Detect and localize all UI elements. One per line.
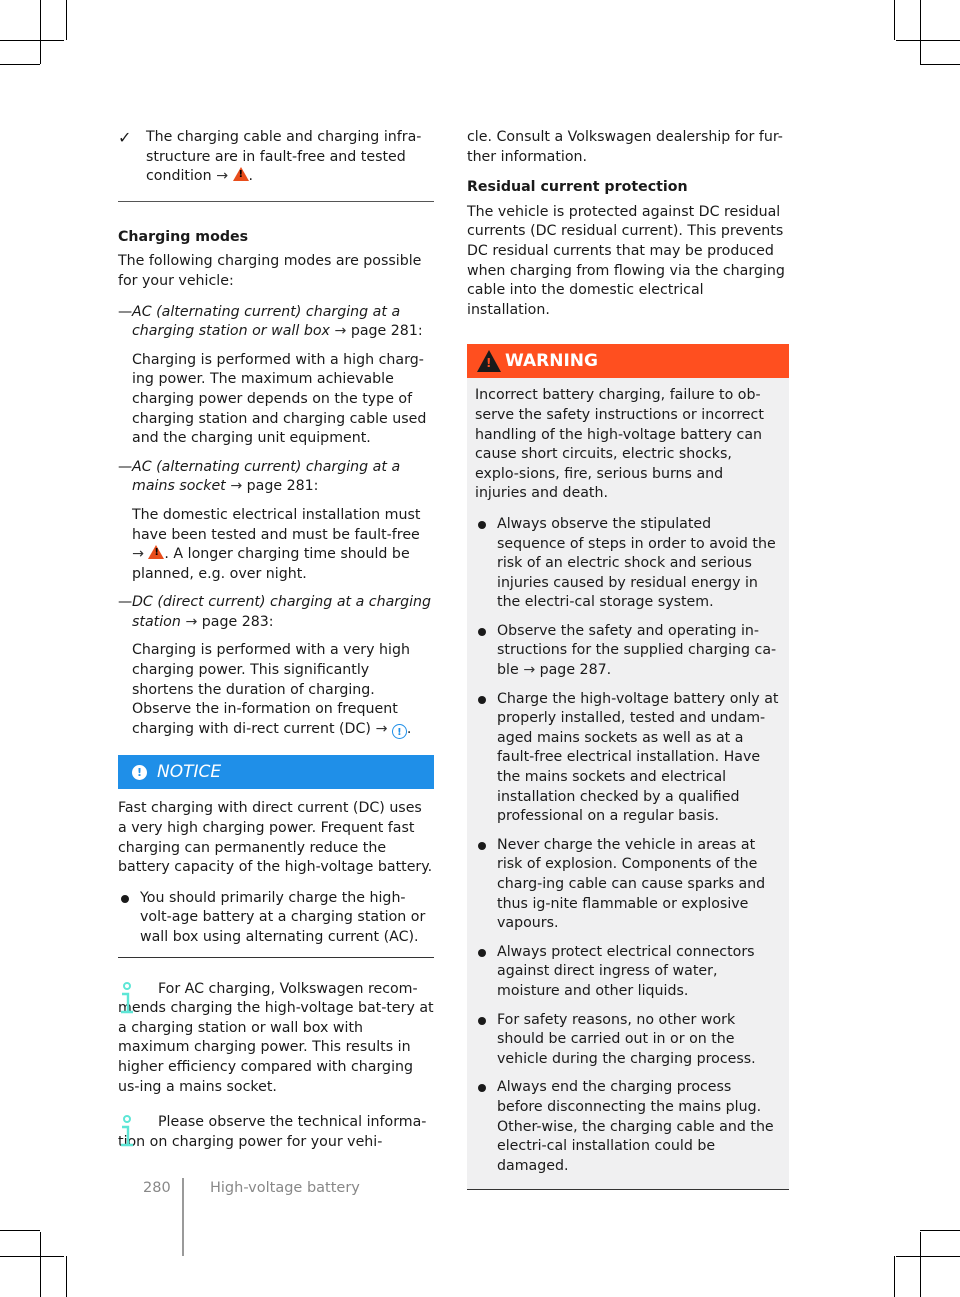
bullet-dot: [478, 696, 486, 704]
check-mark-icon: ✓: [118, 128, 132, 147]
crop-mark: [896, 40, 960, 41]
info-text: Please observe the technical informa-tion on charging power for your vehi-: [118, 1114, 427, 1150]
info-note: [118, 1113, 434, 1152]
warning-panel: [467, 344, 789, 1189]
info-icon: [118, 982, 136, 1018]
warning-header: [467, 344, 789, 378]
residual-current-body: The vehicle is protected against DC residual currents (DC residual current). This prevents DC residual currents that may be produced when charging from flowing via the charging cable into the domestic electrical installation.: [467, 203, 785, 318]
warning-bullet: Charge the high-voltage battery only at properly installed, tested and undam-aged mains sockets as well as at a fault-free electrical installation. Have the mains sockets and electrical installation checked by a qualified professional on a regular basis.: [475, 690, 779, 827]
left-column: [118, 128, 434, 1168]
mode-description: Charging is performed with a high charg-ing power. The maximum achievable charging power depends on the type of charging station and charging cable used and the charging unit equipment.: [132, 351, 427, 447]
divider: [118, 201, 434, 202]
bullet-dot: [478, 628, 486, 636]
bullet-dot: [478, 521, 486, 529]
page-reference[interactable]: page 281:: [350, 323, 423, 340]
crop-mark: [0, 64, 40, 65]
warning-triangle-icon: [233, 167, 249, 181]
crop-mark: [920, 1232, 921, 1297]
crop-mark: [894, 1256, 895, 1297]
mode-title: DC (direct current) charging at a charging station: [132, 594, 432, 630]
residual-current-heading: Residual current protection: [467, 179, 688, 196]
warning-bullet: Observe the safety and operating in-structions for the supplied charging ca-ble → page 287.: [475, 622, 779, 681]
crop-mark: [920, 64, 960, 65]
arrow-icon: →: [334, 323, 347, 340]
dash-marker: —: [118, 594, 133, 611]
bullet-dot: [478, 1017, 486, 1025]
section-title: High-voltage battery: [210, 1180, 360, 1196]
crop-mark: [0, 40, 64, 41]
crop-mark: [920, 0, 921, 64]
crop-mark: [894, 0, 895, 40]
footer-divider: [182, 1178, 184, 1256]
continuation-text: cle. Consult a Volkswagen dealership for fur-ther information.: [467, 129, 783, 165]
dash-marker: —: [118, 303, 133, 320]
arrow-icon: →: [132, 546, 144, 563]
warning-end-rule: [467, 1189, 789, 1190]
notice-icon: !: [132, 765, 147, 780]
warning-bullet: Always protect electrical connectors against direct ingress of water, moisture and other liquids.: [475, 943, 779, 1002]
mode-ac-mains: [118, 458, 434, 497]
page-reference[interactable]: page 283:: [201, 613, 274, 630]
warning-triangle-icon: [477, 350, 501, 372]
mode-title: AC (alternating current) charging at a mains socket: [132, 458, 401, 495]
mode-ac-station: [118, 303, 434, 342]
page-reference[interactable]: page 287.: [539, 662, 612, 679]
warning-label: WARNING: [505, 350, 598, 371]
warning-triangle-icon: [148, 545, 164, 559]
page-reference[interactable]: page 281:: [246, 478, 319, 495]
mode-description: The domestic electrical installation must have been tested and must be fault-free → ! . A longer charging time should be planned, e.g. over night.: [132, 506, 434, 584]
arrow-icon: →: [185, 613, 198, 630]
warning-bullet: Never charge the vehicle in areas at risk of explosion. Components of the charg-ing cable can cause sparks and thus ig-nite flammable or explosive vapours.: [475, 836, 779, 934]
info-text: For AC charging, Volkswagen recom-mends charging the high-voltage bat-tery at a charging station or wall box with maximum charging power. This results in higher efficiency compared with charging us-ing a mains socket.: [118, 980, 434, 1095]
crop-mark: [66, 1256, 67, 1297]
notice-header: [118, 755, 434, 789]
mode-dc-station: [118, 593, 434, 632]
info-icon: [118, 1115, 136, 1151]
crop-mark: [40, 1232, 41, 1297]
precondition-item: ✓ The charging cable and charging infra-structure are in fault-free and tested condition → ! .: [118, 128, 434, 187]
crop-mark: [40, 0, 41, 64]
arrow-icon: →: [375, 720, 388, 737]
crop-mark: [0, 1230, 40, 1231]
bullet-dot: [478, 949, 486, 957]
warning-bullet: Always end the charging process before disconnecting the mains plug. Other-wise, the charging cable and the electri-cal installation could be damaged.: [475, 1078, 779, 1176]
arrow-icon: →: [230, 478, 243, 495]
mode-title: AC (alternating current) charging at a charging station or wall box: [132, 303, 401, 340]
crop-mark: [920, 1230, 960, 1231]
charging-modes-intro: The following charging modes are possible for your vehicle:: [118, 253, 422, 289]
warning-intro: Incorrect battery charging, failure to ob-serve the safety instructions or incorrect handling of the high-voltage battery can cause short circuits, electric shocks, explo-sions, fire, serious burns and injuries and death.: [475, 387, 764, 502]
crop-mark: [0, 1256, 64, 1257]
notice-body: Fast charging with direct current (DC) uses a very high charging power. Frequent fast charging can permanently reduce the battery capacity of the high-voltage battery.: [118, 800, 433, 876]
dash-marker: —: [118, 458, 133, 475]
notice-end-rule: [118, 957, 434, 958]
right-column: [467, 128, 789, 1190]
bullet-dot: [478, 842, 486, 850]
charging-modes-heading: Charging modes: [118, 228, 249, 245]
bullet-dot: [121, 895, 129, 903]
crop-mark: [66, 0, 67, 40]
precondition-text: The charging cable and charging infra-structure are in fault-free and tested condition: [146, 129, 422, 185]
arrow-icon: →: [216, 168, 229, 185]
notice-bullet: You should primarily charge the high-volt-age battery at a charging station or wall box using alternating current (AC).: [118, 889, 434, 948]
page-number: 280: [143, 1180, 171, 1196]
warning-body: [467, 378, 789, 1189]
crop-mark: [896, 1256, 960, 1257]
notice-label: NOTICE: [157, 761, 222, 782]
warning-bullet: Always observe the stipulated sequence of steps in order to avoid the risk of an electric shock and serious injuries caused by residual energy in the electri-cal storage system.: [475, 515, 779, 613]
mode-description: Charging is performed with a very high charging power. This significantly shortens the duration of charging. Observe the in-formation on frequent charging with di-rect current (DC) → ! .: [132, 642, 412, 738]
notice-icon: !: [392, 724, 407, 739]
bullet-dot: [478, 1084, 486, 1092]
warning-bullet: For safety reasons, no other work should be carried out in or on the vehicle during the charging process.: [475, 1011, 779, 1070]
info-note: [118, 980, 434, 1098]
arrow-icon: →: [523, 662, 536, 679]
